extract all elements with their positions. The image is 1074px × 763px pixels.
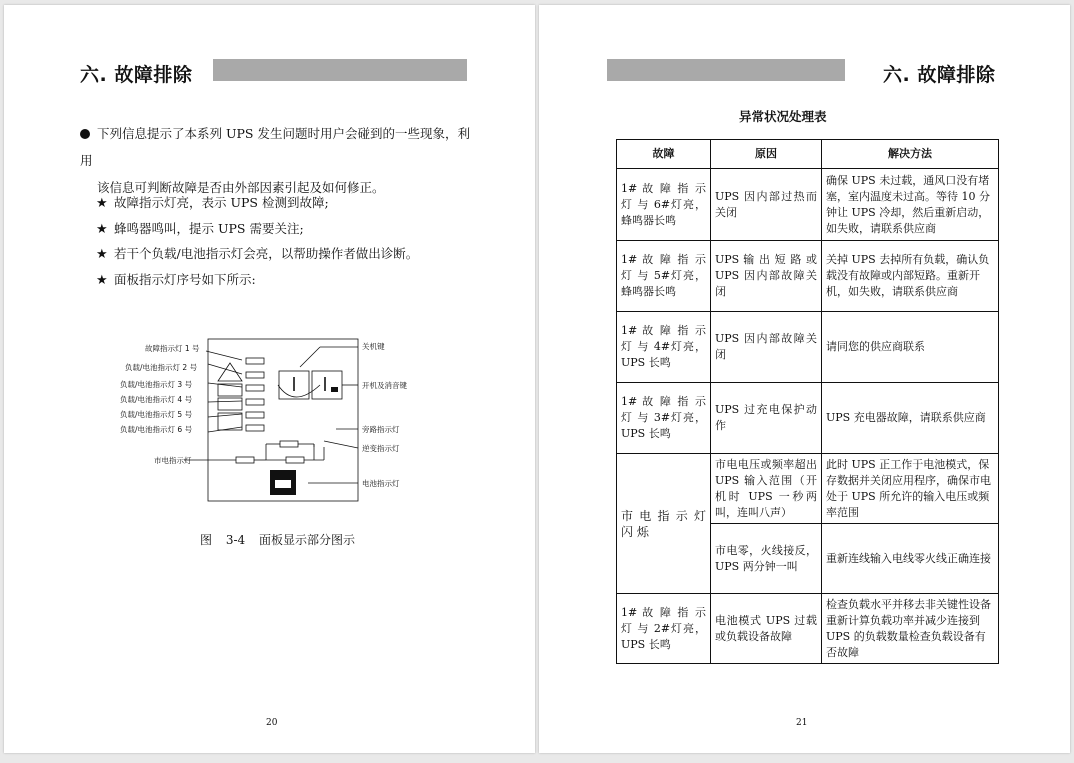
bullet-dot-icon xyxy=(80,129,90,139)
label-mains: 市电指示灯 xyxy=(154,456,192,465)
section-heading: 六. 故障排除 xyxy=(883,64,996,86)
intro-line-1: 下列信息提示了本系列 UPS 发生问题时用户会碰到的一些现象，利用 xyxy=(80,126,470,168)
battery-load-icon xyxy=(218,398,242,410)
section-heading: 六. 故障排除 xyxy=(80,64,193,86)
right-page xyxy=(539,5,1070,753)
bypass-led xyxy=(280,441,298,447)
mains-led xyxy=(236,457,254,463)
led-6 xyxy=(246,425,264,431)
table-header-row xyxy=(617,140,999,169)
bullet-list xyxy=(96,191,418,293)
fault-cell: 1# 故 障 指 示 灯 与 6#灯亮，蜂鸣器长鸣 xyxy=(617,169,711,241)
label-bypass: 旁路指示灯 xyxy=(362,425,400,434)
arc-icon xyxy=(278,385,320,397)
solution-cell: 请同您的供应商联系 xyxy=(822,312,999,383)
intro-line-2: 该信息可判断故障是否由外部因素引起及如何修正。 xyxy=(97,180,385,195)
solution-cell: 检查负载水平并移去非关键性设备重新计算负载功率并减少连接到 UPS 的负载数量检查负载设备有否故障 xyxy=(822,594,999,664)
cause-cell: UPS 过充电保护动作 xyxy=(711,383,822,454)
page-number: 20 xyxy=(266,718,278,728)
label-led-6: 负载/电池指示灯 6 号 xyxy=(120,425,193,434)
left-page xyxy=(4,5,535,753)
label-off-key: 关机键 xyxy=(362,342,385,351)
cause-cell: UPS 因内部过热而关闭 xyxy=(711,169,822,241)
fault-cell: 1# 故 障 指 示 灯 与 2#灯亮，UPS 长鸣 xyxy=(617,594,711,664)
label-led-1: 故障指示灯 1 号 xyxy=(145,344,200,353)
fault-cell: 1# 故 障 指 示 灯 与 3#灯亮，UPS 长鸣 xyxy=(617,383,711,454)
table-row xyxy=(617,169,999,241)
fault-cell: 1# 故 障 指 示 灯 与 5#灯亮，蜂鸣器长鸣 xyxy=(617,241,711,312)
on-key-icon xyxy=(312,371,342,399)
list-item: ★ 故障指示灯亮，表示 UPS 检测到故障; xyxy=(96,191,418,217)
cause-cell: 市电电压或频率超出 UPS 输入范围（开机时 UPS 一秒两叫，连叫八声） xyxy=(711,454,822,524)
led-2 xyxy=(246,372,264,378)
heading-bar xyxy=(607,59,845,81)
star-icon: ★ xyxy=(96,196,108,211)
figure-caption: 图 3-4 面板显示部分图示 xyxy=(200,533,355,547)
label-battery: 电池指示灯 xyxy=(362,479,400,488)
led-4 xyxy=(246,399,264,405)
troubleshooting-table xyxy=(616,139,999,664)
list-item: ★ 面板指示灯序号如下所示: xyxy=(96,268,418,294)
solution-cell: 确保 UPS 未过载，通风口没有堵塞，室内温度未过高。等待 10 分钟让 UPS 冷却，然后重新启动，如失败，请联系供应商 xyxy=(822,169,999,241)
label-inverter: 逆变指示灯 xyxy=(362,444,400,453)
column-header: 解决方法 xyxy=(822,140,999,169)
label-led-4: 负载/电池指示灯 4 号 xyxy=(120,395,193,404)
table-row xyxy=(617,312,999,383)
fault-cell: 1# 故 障 指 示 灯 与 4#灯亮，UPS 长鸣 xyxy=(617,312,711,383)
star-icon: ★ xyxy=(96,247,108,262)
heading-bar xyxy=(213,59,467,81)
cause-cell: 电池模式 UPS 过载或负载设备故障 xyxy=(711,594,822,664)
label-led-2: 负载/电池指示灯 2 号 xyxy=(125,363,198,372)
table-row xyxy=(617,383,999,454)
solution-cell: 关掉 UPS 去掉所有负载，确认负载没有故障或内部短路。重新开机，如失败，请联系供应商 xyxy=(822,241,999,312)
panel-figure xyxy=(114,329,424,509)
solution-cell: 重新连线输入电线零火线正确连接 xyxy=(822,524,999,594)
table-row xyxy=(617,241,999,312)
cause-cell: 市电零，火线接反，UPS 两分钟一叫 xyxy=(711,524,822,594)
inverter-led xyxy=(286,457,304,463)
led-5 xyxy=(246,412,264,418)
fault-cell: 市 电 指 示 灯 闪 烁 xyxy=(617,454,711,594)
led-1 xyxy=(246,358,264,364)
column-header: 故障 xyxy=(617,140,711,169)
table-row xyxy=(617,594,999,664)
list-item: ★ 蜂鸣器鸣叫，提示 UPS 需要关注; xyxy=(96,217,418,243)
label-on-mute-key: 开机及消音键 xyxy=(362,381,407,390)
page-number: 21 xyxy=(796,718,808,728)
cause-cell: UPS 输 出 短 路 或 UPS 因内部故障关闭 xyxy=(711,241,822,312)
table-title: 异常状况处理表 xyxy=(739,109,827,124)
star-icon: ★ xyxy=(96,272,108,288)
warning-icon xyxy=(218,363,242,381)
led-3 xyxy=(246,385,264,391)
column-header: 原因 xyxy=(711,140,822,169)
list-item: ★ 若干个负载/电池指示灯会亮，以帮助操作者做出诊断。 xyxy=(96,242,418,268)
label-led-5: 负载/电池指示灯 5 号 xyxy=(120,410,193,419)
label-led-3: 负载/电池指示灯 3 号 xyxy=(120,380,193,389)
table-row xyxy=(617,454,999,524)
solution-cell: 此时 UPS 正工作于电池模式，保存数据并关闭应用程序，确保市电处于 UPS 所允许的输入电压或频率范围 xyxy=(822,454,999,524)
cause-cell: UPS 因内部故障关闭 xyxy=(711,312,822,383)
solution-cell: UPS 充电器故障，请联系供应商 xyxy=(822,383,999,454)
intro-paragraph xyxy=(80,120,480,201)
star-icon: ★ xyxy=(96,221,108,237)
